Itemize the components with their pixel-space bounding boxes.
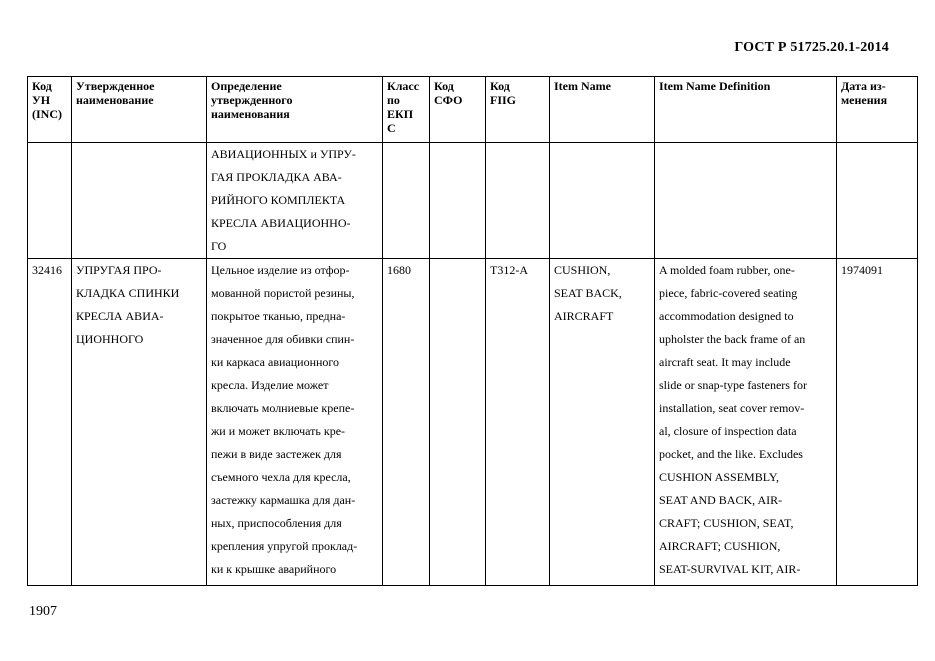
cell-approved-name (72, 143, 207, 259)
cell-definition: АВИАЦИОННЫХ и УПРУ- ГАЯ ПРОКЛАДКА АВА- РИЙНОГО КОМПЛЕКТА КРЕСЛА АВИАЦИОННО- ГО (207, 143, 383, 259)
cell-fiig (486, 143, 550, 259)
cell-change-date: 1974091 (837, 259, 918, 586)
cell-item-name (550, 143, 655, 259)
col-header-fiig: Код FIIG (486, 77, 550, 143)
cell-definition: Цельное изделие из отфор- мованной пористой резины, покрытое тканью, предна- значенное для обивки спин- ки каркаса авиационного кресла. Изделие может включать молниевые крепе- жи и может включать кре- пежи в виде застежек для съемного чехла для кресла, застежку кармашка для дан- ных, приспособления для крепления упругой проклад- ки к крышке аварийного (207, 259, 383, 586)
table-row (28, 259, 918, 586)
page-number: 1907 (29, 604, 57, 619)
col-header-sfo: Код СФО (430, 77, 486, 143)
cell-approved-name: УПРУГАЯ ПРО- КЛАДКА СПИНКИ КРЕСЛА АВИА- ЦИОННОГО (72, 259, 207, 586)
cell-item-name-definition: A molded foam rubber, one- piece, fabric-covered seating accommodation designed to upholster the back frame of an aircraft seat. It may include slide or snap-type fasteners for installation, seat cover remov- al, closure of inspection data pocket, and the like. Excludes CUSHION ASSEMBLY, SEAT AND BACK, AIR- CRAFT; CUSHION, SEAT, AIRCRAFT; CUSHION, SEAT-SURVIVAL KIT, AIR- (655, 259, 837, 586)
header-row (28, 77, 918, 143)
cell-item-name: CUSHION, SEAT BACK, AIRCRAFT (550, 259, 655, 586)
catalog-table (27, 76, 918, 586)
cell-item-name-definition (655, 143, 837, 259)
cell-class: 1680 (383, 259, 430, 586)
cell-class (383, 143, 430, 259)
cell-sfo (430, 259, 486, 586)
col-header-item-name-definition: Item Name Definition (655, 77, 837, 143)
cell-sfo (430, 143, 486, 259)
cell-fiig: T312-A (486, 259, 550, 586)
col-header-definition: Определение утвержденного наименования (207, 77, 383, 143)
cell-inc: 32416 (28, 259, 72, 586)
col-header-item-name: Item Name (550, 77, 655, 143)
col-header-change-date: Дата из- менения (837, 77, 918, 143)
table-row (28, 143, 918, 259)
col-header-class: Класс по ЕКП С (383, 77, 430, 143)
cell-change-date (837, 143, 918, 259)
standard-designation: ГОСТ Р 51725.20.1-2014 (734, 40, 889, 55)
col-header-inc: Код УН (INC) (28, 77, 72, 143)
cell-inc (28, 143, 72, 259)
col-header-approved-name: Утвержденное наименование (72, 77, 207, 143)
